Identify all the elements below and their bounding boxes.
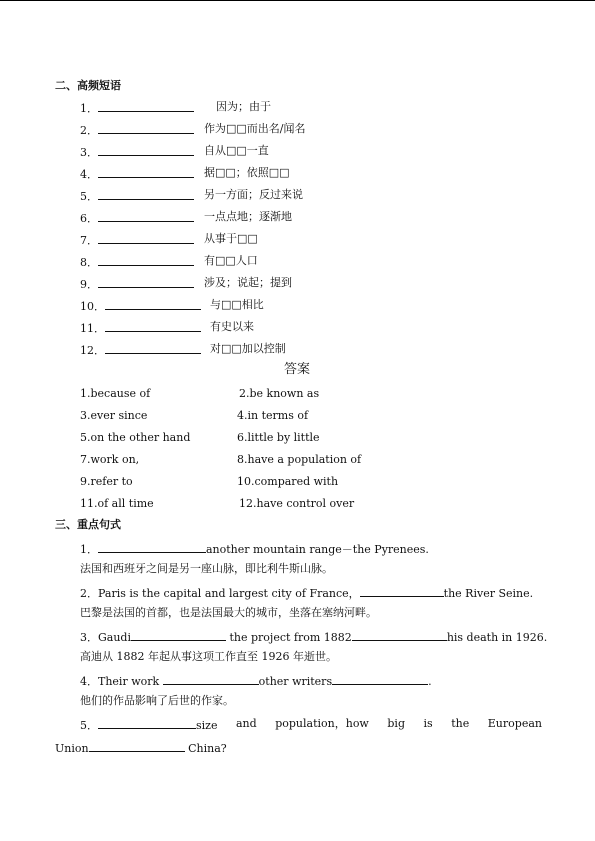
blank-field[interactable] (98, 541, 206, 553)
phrase-meaning: 作为□□而出名/闻名 (204, 122, 306, 135)
blank-field[interactable] (98, 276, 194, 288)
sentence-number: 3． (80, 631, 98, 644)
blank-field[interactable] (98, 254, 194, 266)
phrase-number: 10． (80, 300, 105, 313)
phrase-item (80, 342, 201, 358)
answer-right: 4.in terms of (237, 409, 309, 422)
sentence-2 (80, 585, 533, 601)
sentence-word: is (423, 717, 433, 730)
top-rule (0, 0, 595, 1)
sentence-3-translation: 高迪从 1882 年起从事这项工作直至 1926 年逝世。 (80, 650, 337, 663)
phrase-item (80, 100, 194, 116)
sentence-word: population，how (275, 717, 369, 730)
sentence-word: and (236, 717, 257, 730)
phrase-meaning: 因为；由于 (216, 100, 271, 113)
sentence-number: 1． (80, 543, 98, 556)
sentence-text: China? (184, 742, 227, 755)
phrase-item (80, 254, 194, 270)
sentence-4-translation: 他们的作品影响了后世的作家。 (80, 694, 234, 707)
answer-left: 7.work on, (80, 453, 140, 466)
answer-left: 1.because of (80, 387, 151, 400)
answer-right: 10.compared with (237, 475, 339, 488)
answers-title: 答案 (284, 362, 311, 377)
sentence-word: European (487, 717, 542, 730)
phrase-number: 9． (80, 278, 98, 291)
answer-right: 6.little by little (237, 431, 320, 444)
sentence-1 (80, 541, 429, 557)
phrase-number: 3． (80, 146, 98, 159)
section-heading-sentences: 三、重点句式 (55, 518, 121, 531)
sentence-text: another mountain range－the Pyrenees. (206, 543, 429, 556)
sentence-5-line-1 (80, 717, 542, 733)
answer-right: 8.have a population of (237, 453, 362, 466)
phrase-meaning: 从事于□□ (204, 232, 258, 245)
sentence-number: 2． (80, 587, 98, 600)
sentence-2-translation: 巴黎是法国的首都，也是法国最大的城市，坐落在塞纳河畔。 (80, 606, 377, 619)
blank-field[interactable] (105, 342, 201, 354)
sentence-text: Paris is the capital and largest city of France， (98, 587, 360, 600)
phrase-item (80, 210, 194, 226)
sentence-word: the (451, 717, 470, 730)
phrase-meaning: 一点点地；逐渐地 (204, 210, 292, 223)
phrase-number: 1． (80, 102, 98, 115)
sentence-number: 5． (80, 719, 98, 732)
phrase-number: 11． (80, 322, 105, 335)
phrase-number: 12． (80, 344, 105, 357)
sentence-word: big (387, 717, 405, 730)
sentence-text: other writers (258, 675, 333, 688)
phrase-number: 4． (80, 168, 98, 181)
phrase-item (80, 166, 194, 182)
phrase-meaning: 与□□相比 (210, 298, 264, 311)
sentence-text: Their work (98, 675, 163, 688)
phrase-meaning: 另一方面；反过来说 (204, 188, 303, 201)
phrase-number: 6． (80, 212, 98, 225)
blank-field[interactable] (98, 188, 194, 200)
phrase-number: 5． (80, 190, 98, 203)
phrase-item (80, 320, 201, 336)
sentence-text: the project from 1882 (226, 631, 352, 644)
blank-field[interactable] (98, 210, 194, 222)
sentence-5-line-2 (55, 740, 227, 756)
blank-field[interactable] (98, 100, 194, 112)
phrase-meaning: 对□□加以控制 (210, 342, 286, 355)
sentence-5-lead (80, 717, 217, 733)
phrase-number: 7． (80, 234, 98, 247)
phrase-meaning: 有史以来 (210, 320, 254, 333)
phrase-item (80, 122, 194, 138)
phrase-meaning: 自从□□一直 (204, 144, 269, 157)
sentence-word: size (196, 719, 218, 732)
phrase-meaning: 有□□人口 (204, 254, 258, 267)
phrase-item (80, 298, 201, 314)
sentence-text: Gaudi (98, 631, 131, 644)
answer-left: 11.of all time (80, 497, 154, 510)
blank-field[interactable] (98, 166, 194, 178)
blank-field[interactable] (352, 629, 447, 641)
answer-left: 3.ever since (80, 409, 148, 422)
sentence-text: the River Seine. (443, 587, 534, 600)
blank-field[interactable] (105, 298, 201, 310)
blank-field[interactable] (332, 673, 428, 685)
phrase-meaning: 涉及；说起；提到 (204, 276, 292, 289)
section-heading-phrases: 二、高频短语 (55, 79, 121, 92)
answer-left: 9.refer to (80, 475, 133, 488)
phrase-number: 2． (80, 124, 98, 137)
blank-field[interactable] (89, 740, 185, 752)
sentence-4 (80, 673, 432, 689)
sentence-text: . (428, 675, 432, 688)
blank-field[interactable] (98, 144, 194, 156)
blank-field[interactable] (163, 673, 259, 685)
sentence-text: his death in 1926. (446, 631, 548, 644)
sentence-3 (80, 629, 547, 645)
answer-left: 5.on the other hand (80, 431, 191, 444)
phrase-number: 8． (80, 256, 98, 269)
phrase-meaning: 据□□；依照□□ (204, 166, 290, 179)
sentence-number: 4． (80, 675, 98, 688)
blank-field[interactable] (98, 232, 194, 244)
sentence-1-translation: 法国和西班牙之间是另一座山脉，即比利牛斯山脉。 (80, 562, 333, 575)
blank-field[interactable] (105, 320, 201, 332)
blank-field[interactable] (131, 629, 226, 641)
answer-right: 2.be known as (239, 387, 320, 400)
phrase-item (80, 276, 194, 292)
answer-right: 12.have control over (239, 497, 355, 510)
blank-field[interactable] (98, 122, 194, 134)
sentence-text: Union (55, 742, 89, 755)
phrase-item (80, 188, 194, 204)
phrase-item (80, 232, 194, 248)
blank-field[interactable] (360, 585, 444, 597)
blank-field[interactable] (98, 717, 196, 729)
phrase-item (80, 144, 194, 160)
